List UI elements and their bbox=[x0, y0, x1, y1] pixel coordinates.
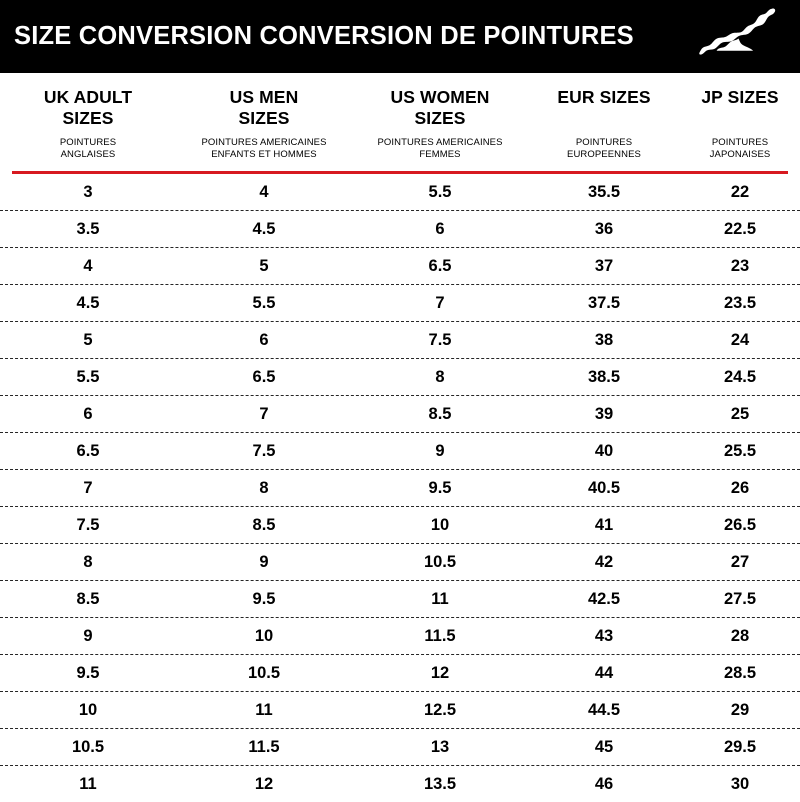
cell-us-men: 6.5 bbox=[252, 367, 276, 386]
table-row bbox=[0, 211, 800, 248]
cell-us-men: 5 bbox=[259, 256, 269, 275]
cell-us-women: 8.5 bbox=[428, 404, 452, 423]
table-row bbox=[0, 248, 800, 285]
cell-eur: 38 bbox=[594, 330, 614, 349]
cell-uk: 3.5 bbox=[76, 219, 100, 238]
cell-eur: 37.5 bbox=[587, 293, 621, 312]
cell-jp: 24.5 bbox=[723, 367, 757, 386]
table-row bbox=[0, 359, 800, 396]
cell-jp: 25.5 bbox=[723, 441, 757, 460]
page-title: SIZE CONVERSION CONVERSION DE POINTURES bbox=[14, 22, 634, 50]
cell-us-women: 11 bbox=[431, 589, 449, 608]
column-sub-line2: ANGLAISES bbox=[60, 149, 116, 160]
cell-uk: 8 bbox=[83, 552, 93, 571]
cell-jp: 29 bbox=[730, 700, 750, 719]
table-row bbox=[0, 507, 800, 544]
cell-jp: 30 bbox=[730, 774, 750, 793]
cell-eur: 40 bbox=[594, 441, 614, 460]
table-row bbox=[0, 433, 800, 470]
cell-us-men: 9.5 bbox=[252, 589, 276, 608]
column-header-us-men bbox=[176, 87, 352, 161]
cell-us-women: 10 bbox=[430, 515, 450, 534]
column-header-jp bbox=[680, 87, 800, 161]
column-sub-line2: FEMMES bbox=[419, 149, 461, 160]
table-row bbox=[0, 174, 800, 211]
cell-jp: 26 bbox=[730, 478, 750, 497]
table-row bbox=[0, 470, 800, 507]
cell-us-men: 8 bbox=[259, 478, 269, 497]
table-header-row bbox=[0, 73, 800, 161]
column-header-uk-adult bbox=[0, 87, 176, 161]
cell-uk: 6.5 bbox=[76, 441, 100, 460]
cell-uk: 8.5 bbox=[76, 589, 100, 608]
cell-uk: 4 bbox=[83, 256, 93, 275]
cell-uk: 9 bbox=[83, 626, 93, 645]
cell-eur: 45 bbox=[594, 737, 614, 756]
cell-uk: 4.5 bbox=[76, 293, 100, 312]
column-sub-line1: POINTURES AMERICAINES bbox=[201, 137, 327, 148]
cell-jp: 28 bbox=[730, 626, 750, 645]
cell-us-men: 11.5 bbox=[248, 737, 280, 756]
cell-eur: 44 bbox=[594, 663, 614, 682]
cell-uk: 5 bbox=[83, 330, 93, 349]
column-title-line1: US WOMEN bbox=[390, 87, 490, 107]
cell-us-women: 9.5 bbox=[428, 478, 452, 497]
column-header-eur bbox=[528, 87, 680, 161]
table-row bbox=[0, 581, 800, 618]
column-sub-line2: JAPONAISES bbox=[709, 149, 771, 160]
cell-uk: 11 bbox=[79, 774, 97, 793]
column-sub-line1: POINTURES AMERICAINES bbox=[377, 137, 503, 148]
column-title-line1: EUR SIZES bbox=[557, 87, 651, 107]
cell-eur: 36 bbox=[594, 219, 614, 238]
cell-us-women: 9 bbox=[435, 441, 445, 460]
table-row bbox=[0, 766, 800, 802]
cell-uk: 7.5 bbox=[76, 515, 100, 534]
cell-uk: 10 bbox=[78, 700, 98, 719]
cell-us-men: 12 bbox=[254, 774, 274, 793]
cell-us-women: 12 bbox=[430, 663, 450, 682]
column-sub-line1: POINTURES bbox=[711, 137, 769, 148]
cell-us-men: 10.5 bbox=[247, 663, 281, 682]
table-row bbox=[0, 618, 800, 655]
cell-us-men: 7 bbox=[259, 404, 269, 423]
cell-uk: 7 bbox=[83, 478, 93, 497]
cell-jp: 27.5 bbox=[723, 589, 757, 608]
column-title-line2: SIZES bbox=[62, 108, 114, 128]
cell-us-women: 6 bbox=[435, 219, 445, 238]
table-row bbox=[0, 322, 800, 359]
cell-jp: 23 bbox=[730, 256, 750, 275]
column-sub-line2: ENFANTS ET HOMMES bbox=[211, 149, 317, 160]
cell-eur: 40.5 bbox=[587, 478, 621, 497]
cell-jp: 27 bbox=[730, 552, 750, 571]
cell-us-men: 10 bbox=[254, 626, 274, 645]
cell-us-women: 11.5 bbox=[424, 626, 456, 645]
cell-eur: 39 bbox=[594, 404, 614, 423]
column-sub-line2: EUROPEENNES bbox=[567, 149, 641, 160]
cell-eur: 43 bbox=[594, 626, 614, 645]
column-title-line1: US MEN bbox=[229, 87, 299, 107]
cell-us-men: 9 bbox=[259, 552, 269, 571]
cell-jp: 22.5 bbox=[723, 219, 757, 238]
cell-eur: 46 bbox=[594, 774, 614, 793]
cell-eur: 44.5 bbox=[587, 700, 621, 719]
header-bar bbox=[0, 0, 800, 73]
column-title-line1: JP SIZES bbox=[701, 87, 779, 107]
column-header-us-women bbox=[352, 87, 528, 161]
cell-us-men: 5.5 bbox=[252, 293, 276, 312]
cell-us-women: 13 bbox=[430, 737, 450, 756]
table-row bbox=[0, 285, 800, 322]
cell-uk: 3 bbox=[83, 182, 93, 201]
table-row bbox=[0, 729, 800, 766]
cell-eur: 42.5 bbox=[587, 589, 621, 608]
puma-logo bbox=[694, 6, 786, 58]
cell-jp: 29.5 bbox=[723, 737, 757, 756]
cell-eur: 38.5 bbox=[587, 367, 621, 386]
column-sub-line1: POINTURES bbox=[575, 137, 633, 148]
table-row bbox=[0, 692, 800, 729]
cell-eur: 41 bbox=[594, 515, 614, 534]
cell-us-women: 5.5 bbox=[428, 182, 452, 201]
cell-us-women: 10.5 bbox=[423, 552, 457, 571]
cell-eur: 35.5 bbox=[587, 182, 621, 201]
cell-uk: 9.5 bbox=[76, 663, 100, 682]
cell-eur: 42 bbox=[594, 552, 614, 571]
cell-us-women: 12.5 bbox=[423, 700, 457, 719]
table-row bbox=[0, 655, 800, 692]
size-table-body bbox=[0, 174, 800, 802]
cell-jp: 28.5 bbox=[723, 663, 757, 682]
cell-us-women: 8 bbox=[435, 367, 445, 386]
cell-us-men: 7.5 bbox=[252, 441, 276, 460]
column-sub-line1: POINTURES bbox=[59, 137, 117, 148]
cell-uk: 5.5 bbox=[76, 367, 100, 386]
cell-us-men: 8.5 bbox=[252, 515, 276, 534]
cell-jp: 22 bbox=[730, 182, 750, 201]
cell-us-men: 4 bbox=[259, 182, 269, 201]
cell-us-women: 13.5 bbox=[423, 774, 457, 793]
cell-jp: 26.5 bbox=[723, 515, 757, 534]
table-row bbox=[0, 396, 800, 433]
cell-jp: 25 bbox=[730, 404, 750, 423]
cell-us-men: 11 bbox=[255, 700, 273, 719]
table-row bbox=[0, 544, 800, 581]
cell-us-men: 4.5 bbox=[252, 219, 276, 238]
column-title-line1: UK ADULT bbox=[43, 87, 133, 107]
cell-uk: 10.5 bbox=[71, 737, 105, 756]
cell-us-men: 6 bbox=[259, 330, 269, 349]
column-title-line2: SIZES bbox=[414, 108, 466, 128]
cell-uk: 6 bbox=[83, 404, 93, 423]
cell-eur: 37 bbox=[594, 256, 614, 275]
column-title-line2: SIZES bbox=[238, 108, 290, 128]
cell-jp: 24 bbox=[730, 330, 750, 349]
cell-us-women: 6.5 bbox=[428, 256, 452, 275]
cell-us-women: 7.5 bbox=[428, 330, 452, 349]
cell-jp: 23.5 bbox=[723, 293, 757, 312]
cell-us-women: 7 bbox=[435, 293, 445, 312]
